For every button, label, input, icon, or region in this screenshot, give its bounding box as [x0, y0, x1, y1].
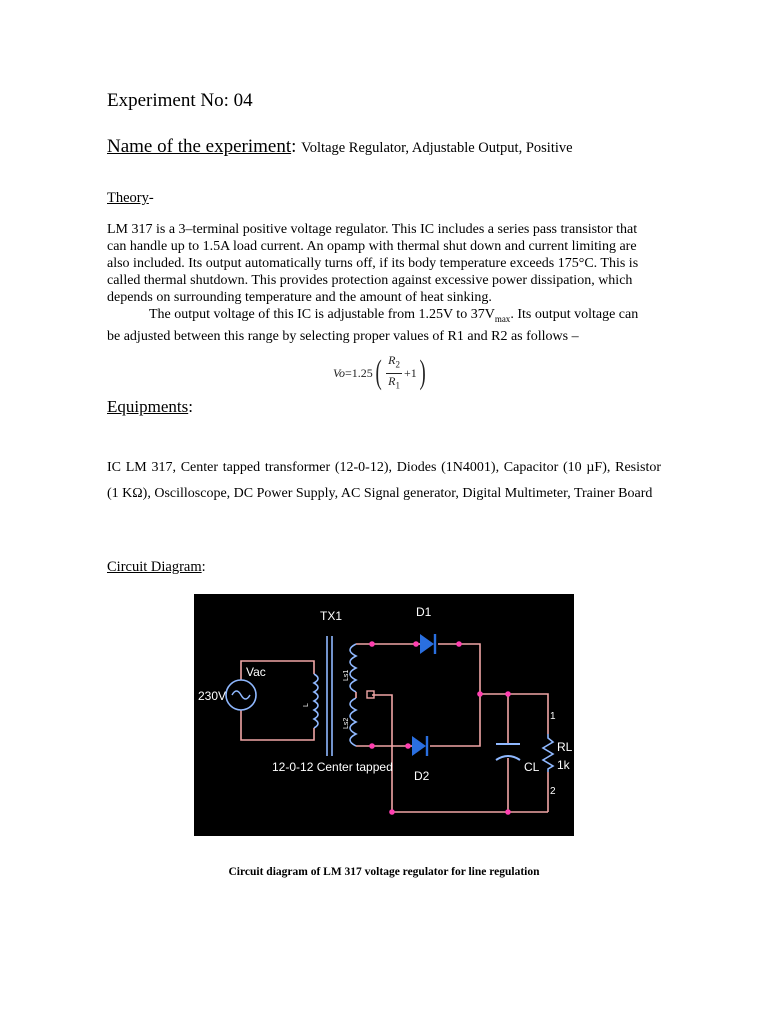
wire-center-tap: [372, 695, 548, 812]
label-cl: CL: [524, 760, 540, 774]
theory-text: [107, 221, 647, 345]
experiment-number: Experiment No: 04: [107, 90, 253, 111]
formula-fraction: [386, 353, 402, 393]
primary-coil-icon: [314, 674, 318, 728]
theory-paragraph-2-part-a: The output voltage of this IC is adjustable from 1.25V to 37V: [149, 307, 495, 322]
label-lp: L: [303, 703, 310, 707]
label-ls1: Ls1: [343, 669, 350, 681]
theory-heading-label: Theory: [107, 190, 149, 206]
equipments-heading: [107, 397, 193, 417]
formula-denominator-symbol: R: [388, 373, 396, 388]
formula-denominator-sub: 1: [395, 379, 400, 390]
formula-numerator: [386, 353, 402, 373]
theory-paragraph-2-part-b: . Its output voltage can be adjusted between this range by selecting proper values of R1 and R2 as follows –: [107, 307, 639, 344]
wire-output-rail: [480, 694, 548, 734]
wire-d2-out: [430, 694, 480, 746]
circuit-heading-suffix: :: [201, 559, 206, 575]
wire-d1-out: [438, 644, 480, 694]
formula-right-paren: ): [419, 354, 426, 391]
label-rl-value: 1k: [557, 758, 570, 772]
secondary-coil-1-icon: [350, 644, 356, 692]
theory-paragraph-2-subscript: max: [494, 313, 511, 324]
circuit-nodes: [369, 641, 511, 815]
experiment-name-label: Name of the experiment: [107, 136, 292, 157]
label-tx1: TX1: [320, 609, 343, 623]
resistor-rl-icon: [543, 734, 553, 772]
formula-numerator-sub: 2: [395, 359, 400, 370]
theory-heading: [107, 190, 154, 207]
experiment-name-value: Voltage Regulator, Adjustable Output, Positive: [301, 140, 573, 156]
diode-d2-icon: [412, 736, 426, 756]
equipments-text: IC LM 317, Center tapped transformer (12-0-12), Diodes (1N4001), Capacitor (10 µF), Resistor (1 KΩ), Oscilloscope, DC Power Supply, AC Signal generator, Digital Multimeter, Trainer Board: [107, 460, 661, 501]
wire-primary-bottom: [241, 710, 314, 740]
theory-paragraph-2: [107, 306, 647, 345]
label-vac: Vac: [246, 665, 266, 679]
circuit-svg: [194, 594, 574, 836]
label-transformer: 12-0-12 Center tapped: [272, 760, 393, 774]
circuit-caption: Circuit diagram of LM 317 voltage regulator for line regulation: [228, 866, 540, 878]
diode-d1-icon: [420, 634, 434, 654]
output-voltage-formula: [333, 352, 428, 394]
label-pin-1: 1: [550, 711, 556, 722]
equipments-heading-suffix: :: [188, 397, 193, 416]
label-ls2: Ls2: [343, 717, 350, 729]
equipments-heading-label: Equipments: [107, 397, 189, 416]
formula-denominator: [386, 374, 402, 393]
formula-eq: =1.25: [345, 365, 373, 380]
secondary-coil-2-icon: [350, 698, 356, 746]
formula-numerator-symbol: R: [388, 353, 396, 368]
circuit-heading: [107, 559, 206, 576]
experiment-name: [107, 136, 573, 158]
circuit-wires: [241, 644, 548, 812]
theory-paragraph-1: LM 317 is a 3–terminal positive voltage regulator. This IC includes a series pass transistor that can handle up to 1.5A load current. An opamp with thermal shut down and current limiting are also included. Its output automatically turns off, if its body temperature exceeds 175°C. This is called thermal shutdown. This provides protection against excessive power dissipation, which depends on surrounding temperature and the amount of heat sinking.: [107, 222, 639, 305]
formula-left-paren: (: [375, 354, 382, 391]
label-pin-2: 2: [550, 786, 556, 797]
sine-wave-icon: [232, 691, 250, 699]
circuit-diagram: [194, 594, 574, 836]
theory-heading-suffix: -: [148, 190, 154, 206]
experiment-name-colon: :: [291, 136, 297, 157]
label-rl: RL: [557, 740, 573, 754]
label-d2: D2: [414, 769, 430, 783]
label-d1: D1: [416, 605, 432, 619]
formula-plus: +1: [403, 365, 417, 380]
label-230v: 230V: [198, 689, 227, 703]
formula-lhs: Vo: [333, 365, 345, 380]
circuit-heading-label: Circuit Diagram: [107, 559, 202, 575]
